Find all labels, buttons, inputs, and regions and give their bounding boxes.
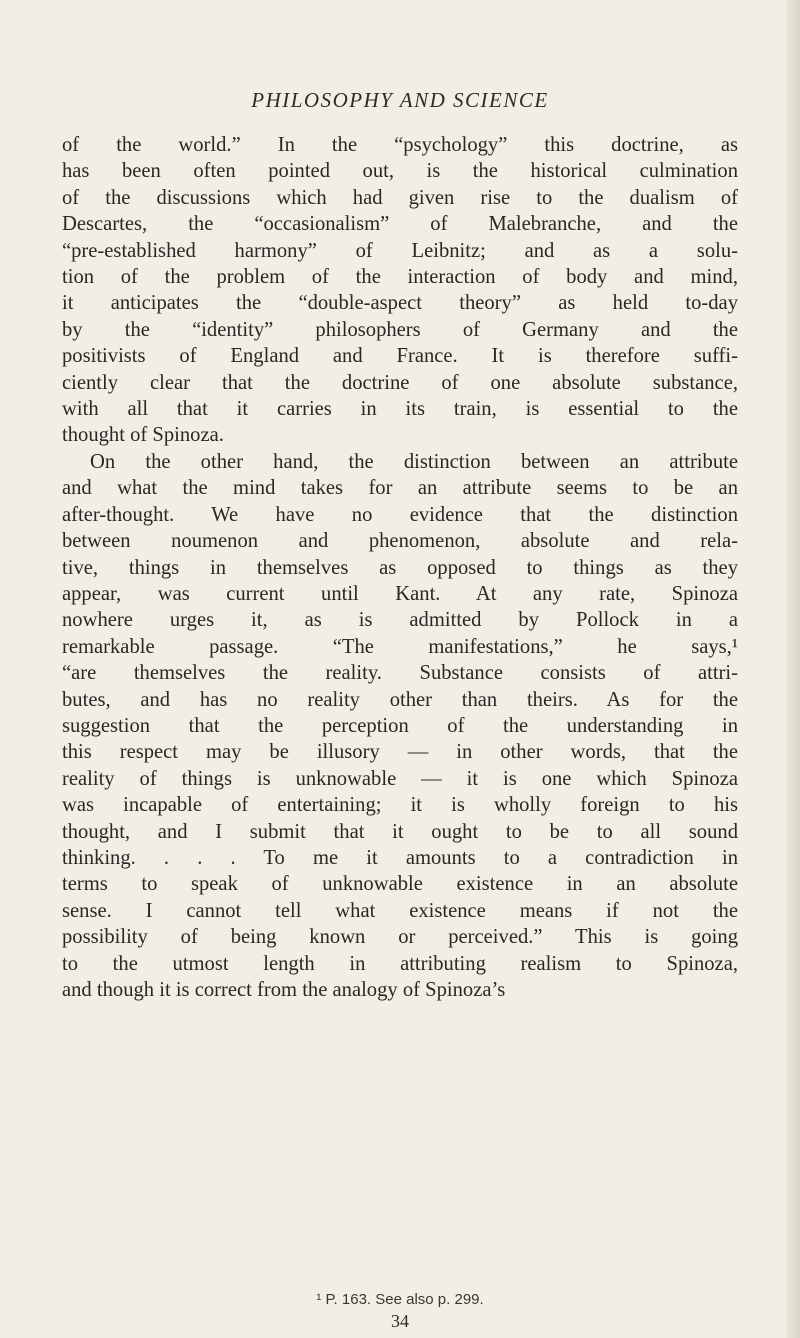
text-line: remarkable passage. “The manifestations,” he says,¹ (62, 635, 738, 658)
page-number: 34 (391, 1311, 409, 1331)
text-line: On the other hand, the distinction between an attribute (90, 450, 738, 473)
body-text (62, 132, 738, 1003)
text-line: thinking. . . . To me it amounts to a contradiction in (62, 846, 738, 869)
text-line: between noumenon and phenomenon, absolute and rela- (62, 530, 738, 553)
text-line: butes, and has no reality other than theirs. As for the (62, 688, 738, 711)
text-line: after-thought. We have no evidence that the distinction (62, 503, 738, 526)
text-line: of the discussions which had given rise to the dualism of (62, 186, 738, 209)
text-line: was incapable of entertaining; it is wholly foreign to his (62, 794, 738, 817)
text-line: with all that it carries in its train, is essential to the (62, 398, 738, 421)
text-line: reality of things is unknowable — it is one which Spinoza (62, 767, 738, 790)
text-line: thought, and I submit that it ought to be to all sound (62, 820, 738, 843)
text-line: Descartes, the “occasionalism” of Malebranche, and the (62, 213, 738, 236)
text-line: possibility of being known or perceived.” This is going (62, 926, 738, 949)
text-line: sense. I cannot tell what existence means if not the (62, 899, 738, 922)
text-line: appear, was current until Kant. At any rate, Spinoza (62, 582, 738, 605)
text-line: has been often pointed out, is the historical culmination (62, 160, 738, 183)
text-line: ciently clear that the doctrine of one absolute substance, (62, 371, 738, 394)
paragraph (62, 449, 738, 1004)
page-edge-shadow (786, 0, 800, 1338)
text-line: positivists of England and France. It is therefore suffi- (62, 345, 738, 368)
text-line: this respect may be illusory — in other words, that the (62, 741, 738, 764)
text-line: to the utmost length in attributing realism to Spinoza, (62, 952, 738, 975)
paragraph (62, 132, 738, 449)
text-line: and though it is correct from the analogy of Spinoza’s (62, 979, 506, 1001)
text-line: and what the mind takes for an attribute seems to be an (62, 477, 738, 500)
text-line: terms to speak of unknowable existence in an absolute (62, 873, 738, 896)
footnote: ¹ P. 163. See also p. 299. (316, 1291, 484, 1308)
text-line: suggestion that the perception of the understanding in (62, 714, 738, 737)
text-line: it anticipates the “double-aspect theory” as held to-day (62, 292, 738, 315)
text-line: by the “identity” philosophers of Germany and the (62, 318, 738, 341)
text-line: tion of the problem of the interaction of body and mind, (62, 266, 738, 289)
text-line: “are themselves the reality. Substance consists of attri- (62, 662, 738, 685)
text-line: thought of Spinoza. (62, 424, 224, 447)
running-head: PHILOSOPHY AND SCIENCE (251, 88, 549, 112)
text-line: of the world.” In the “psychology” this doctrine, as (62, 134, 738, 156)
text-line: tive, things in themselves as opposed to things as they (62, 556, 738, 579)
text-line: nowhere urges it, as is admitted by Pollock in a (62, 609, 738, 632)
text-line: “pre-established harmony” of Leibnitz; and as a solu- (62, 239, 738, 262)
